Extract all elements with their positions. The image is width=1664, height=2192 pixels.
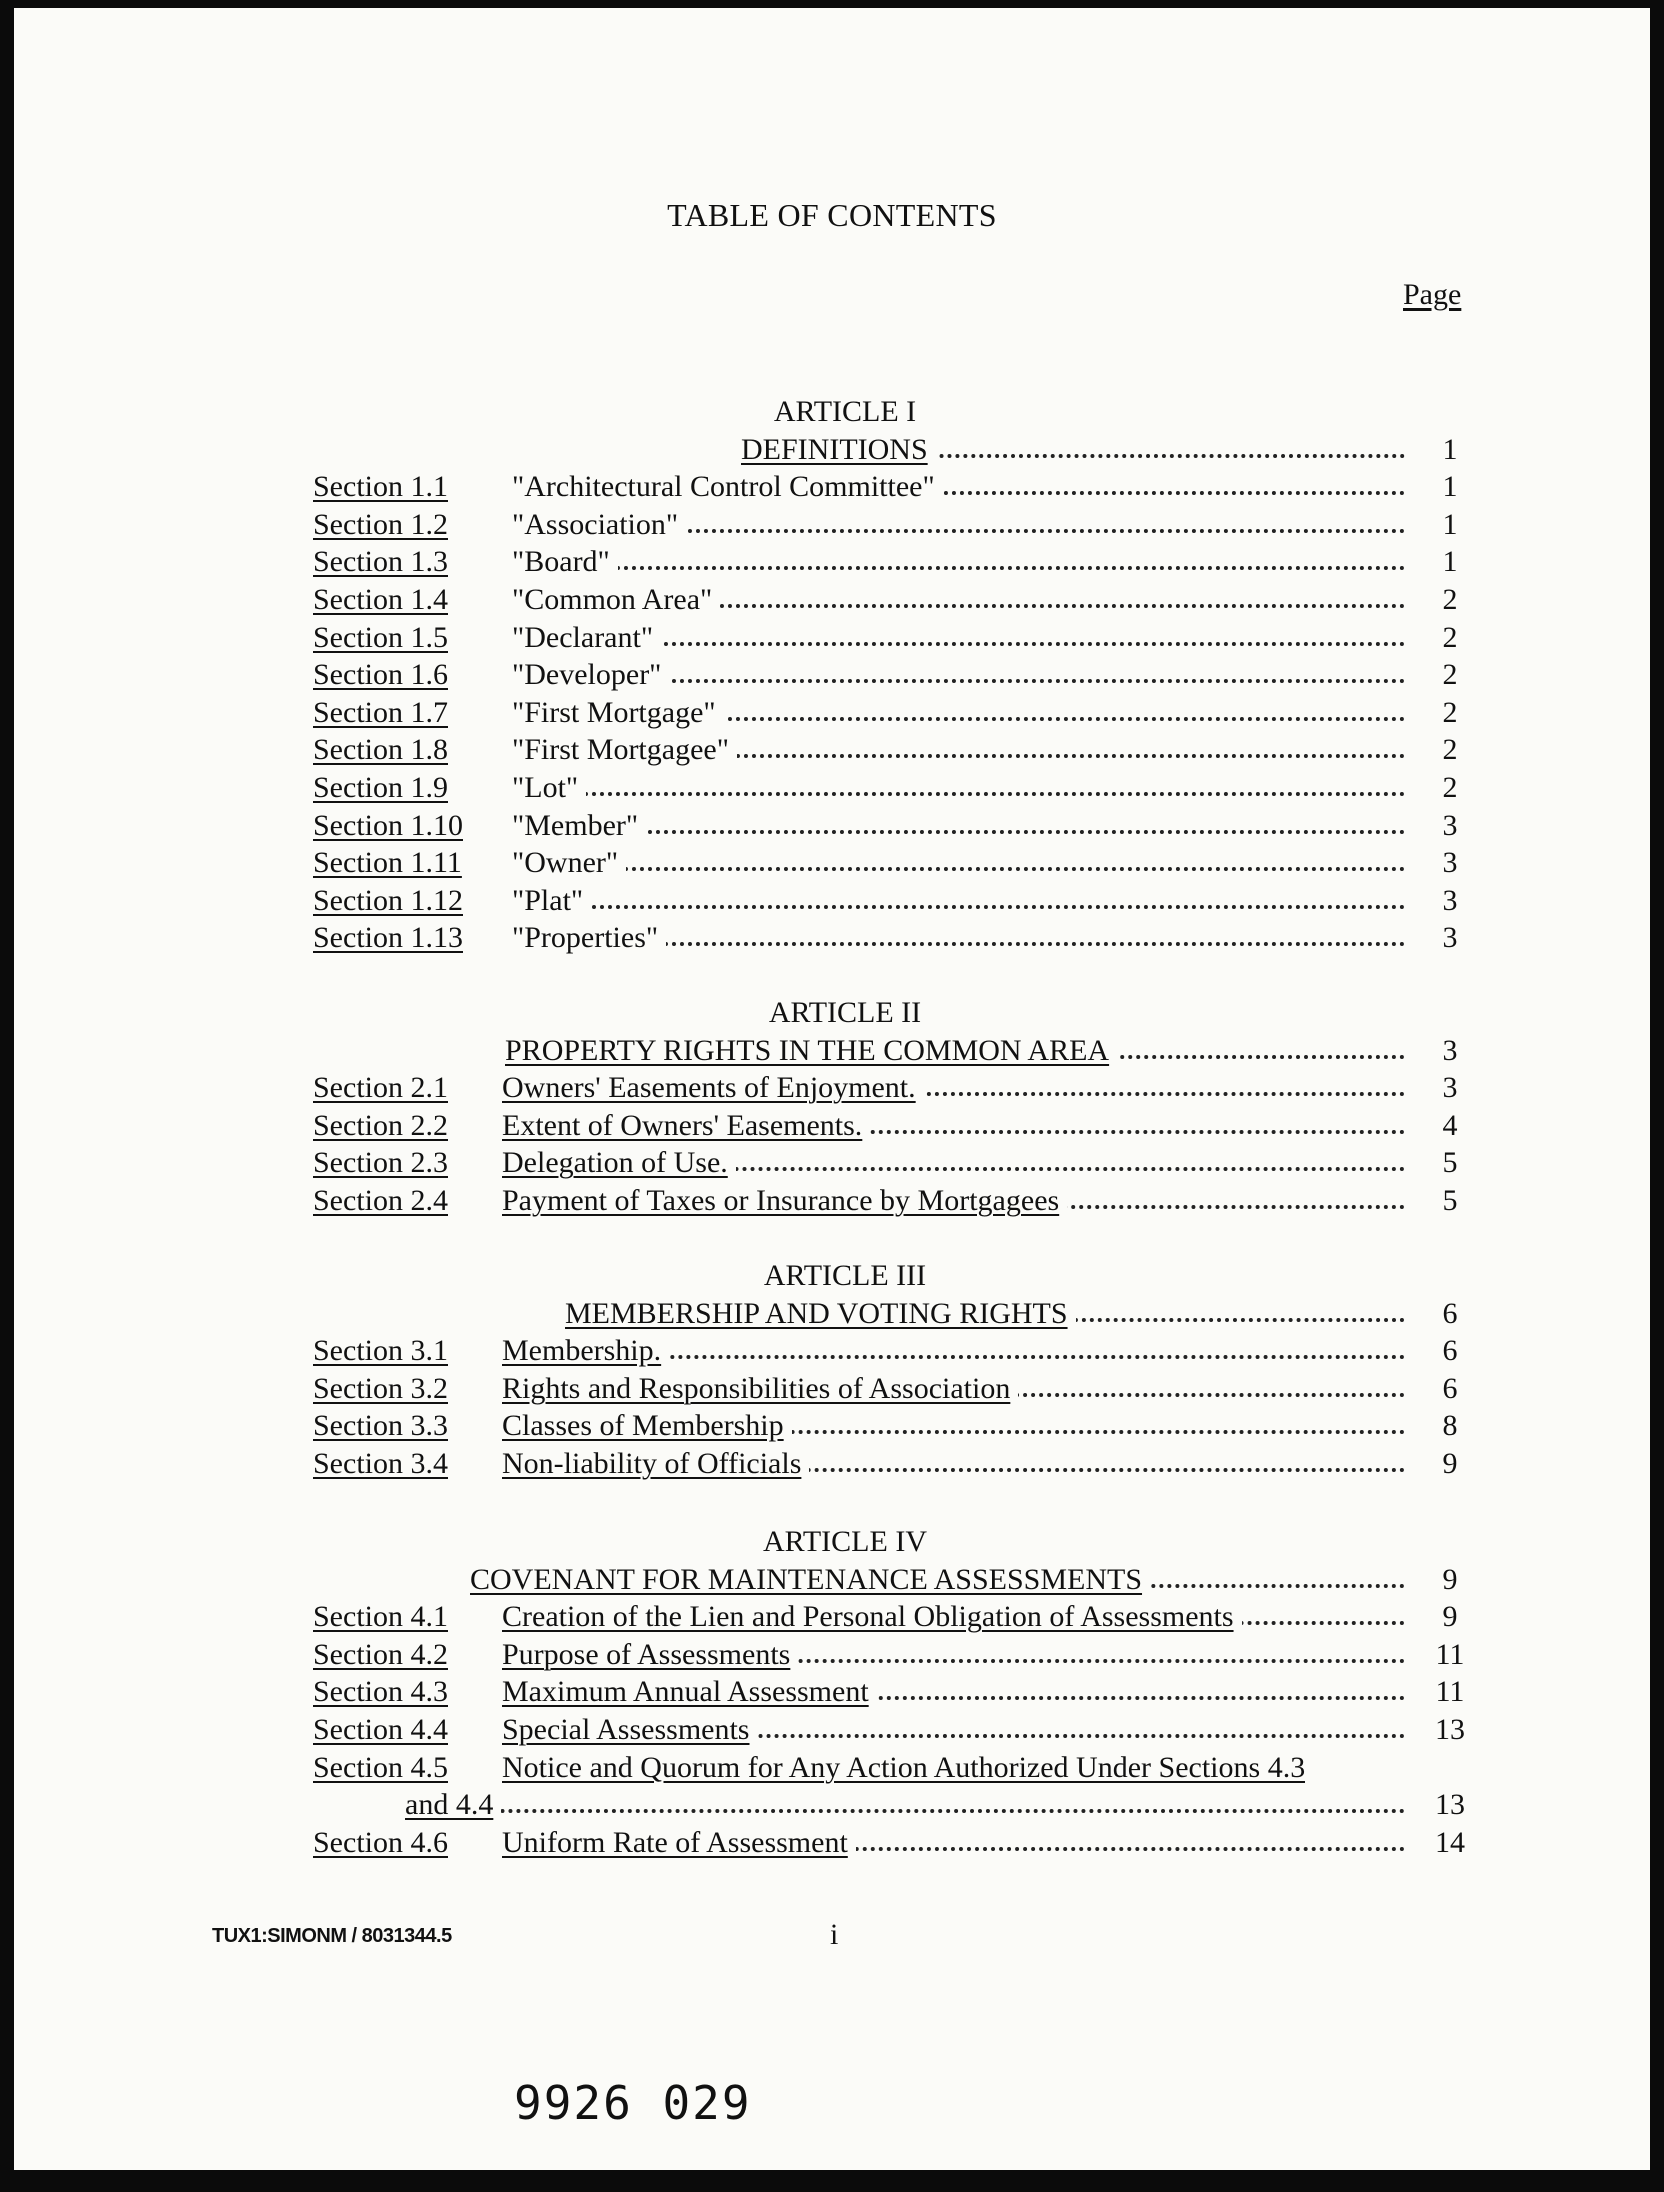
- article-label: ARTICLE IV: [762, 1525, 927, 1558]
- entry-title: DEFINITIONS: [741, 433, 936, 466]
- entry-title: "Plat": [512, 884, 591, 917]
- entry-title-leader: [502, 1146, 1405, 1180]
- entry-title-leader: [470, 1563, 1405, 1597]
- section-number: Section 1.8: [313, 733, 448, 767]
- entry-title-leader: [505, 1034, 1405, 1068]
- document-code: TUX1:SIMONM / 8031344.5: [212, 1925, 452, 1947]
- toc-row: [0, 921, 1664, 959]
- toc-row: [0, 621, 1664, 659]
- page-number: 3: [1442, 883, 1458, 917]
- entry-title-leader: [512, 696, 1405, 730]
- entry-title: "Properties": [512, 921, 666, 954]
- entry-title: Membership.: [502, 1334, 669, 1367]
- entry-title-leader: [502, 1334, 1405, 1368]
- section-number: Section 3.2: [313, 1371, 448, 1405]
- section-number: Section 4.4: [313, 1713, 448, 1746]
- dot-leader: [405, 1809, 1405, 1813]
- entry-title: Non-liability of Officials: [502, 1447, 809, 1480]
- toc-row: [0, 733, 1664, 771]
- entry-title-leader: [502, 1826, 1405, 1860]
- toc-row: [0, 1675, 1664, 1713]
- section-number: Section 2.3: [313, 1146, 448, 1180]
- entry-title-leader: [512, 733, 1405, 767]
- section-number: Section 1.10: [313, 808, 463, 842]
- toc-row: [0, 583, 1664, 621]
- page-number: 13: [1435, 1788, 1465, 1822]
- toc-row: [0, 658, 1664, 696]
- page-number: 2: [1442, 695, 1458, 729]
- document-title: TABLE OF CONTENTS: [667, 197, 997, 233]
- entry-title-leader: [502, 1600, 1405, 1634]
- article-label: ARTICLE III: [763, 1259, 927, 1292]
- entry-title-leader: [741, 433, 1405, 467]
- toc-row: [0, 809, 1664, 847]
- page-number: 2: [1442, 658, 1458, 692]
- section-number: Section 1.12: [313, 883, 463, 917]
- dot-leader: [512, 566, 1405, 570]
- page-number: 3: [1442, 921, 1458, 955]
- section-number: Section 4.2: [313, 1637, 448, 1671]
- section-number: Section 1.6: [313, 658, 448, 692]
- page-number: 9: [1442, 1447, 1458, 1480]
- entry-title-leader: [502, 1638, 1405, 1672]
- entry-title-leader: [512, 884, 1405, 918]
- page-number: 3: [1442, 1071, 1458, 1105]
- page-number: 1: [1442, 432, 1458, 466]
- section-number: Section 4.5: [313, 1750, 448, 1784]
- page-number: 2: [1442, 771, 1458, 804]
- entry-title: Rights and Responsibilities of Association: [502, 1372, 1018, 1405]
- footer-page-number: i: [830, 1918, 839, 1951]
- entry-title: "First Mortgage": [512, 696, 724, 729]
- toc-row: [0, 545, 1664, 583]
- section-number: Section 3.4: [313, 1447, 448, 1480]
- dot-leader: [512, 792, 1405, 796]
- section-number: Section 3.1: [313, 1334, 448, 1368]
- section-number: Section 3.3: [313, 1409, 448, 1443]
- entry-title-leader: [512, 621, 1405, 655]
- toc-row: [0, 1372, 1664, 1410]
- page-number: 1: [1442, 470, 1458, 504]
- entry-title-leader: [502, 1409, 1405, 1443]
- section-number: Section 1.5: [313, 620, 448, 654]
- article-label: ARTICLE II: [768, 996, 922, 1029]
- entry-title: Special Assessments: [502, 1713, 758, 1746]
- toc-row: [0, 508, 1664, 546]
- toc-row: [0, 771, 1664, 809]
- entry-title: "Declarant": [512, 621, 661, 654]
- entry-title: "Architectural Control Committee": [512, 470, 943, 503]
- page-number: 3: [1442, 1033, 1458, 1067]
- entry-title: Owners' Easements of Enjoyment.: [502, 1071, 924, 1104]
- entry-title-leader: [512, 658, 1405, 692]
- article-heading-row: [0, 433, 1664, 471]
- section-number: Section 4.1: [313, 1600, 448, 1634]
- section-number: Section 1.9: [313, 771, 448, 804]
- page-number: 9: [1442, 1562, 1458, 1596]
- entry-title: Creation of the Lien and Personal Obligation of Assessments: [502, 1600, 1242, 1633]
- section-number: Section 4.6: [313, 1825, 448, 1859]
- toc-row: [0, 1826, 1664, 1864]
- entry-title: and 4.4: [405, 1788, 501, 1821]
- entry-title: "First Mortgagee": [512, 733, 737, 766]
- page-number: 2: [1442, 620, 1458, 654]
- section-number: Section 1.13: [313, 921, 463, 955]
- section-number: Section 4.3: [313, 1675, 448, 1709]
- toc-row: [0, 1713, 1664, 1751]
- page-number: 1: [1442, 545, 1458, 579]
- entry-title: Extent of Owners' Easements.: [502, 1109, 870, 1142]
- entry-title-leader: [512, 771, 1405, 805]
- page-number: 8: [1442, 1409, 1458, 1443]
- page-number: 11: [1435, 1637, 1465, 1671]
- entry-title-leader: [512, 583, 1405, 617]
- toc-row: [0, 1109, 1664, 1147]
- entry-title-leader: [502, 1109, 1405, 1143]
- entry-title: "Common Area": [512, 583, 720, 616]
- article-heading-row: [0, 1034, 1664, 1072]
- page-number: 5: [1442, 1184, 1458, 1217]
- page-number: 9: [1442, 1600, 1458, 1634]
- section-number: Section 2.4: [313, 1184, 448, 1217]
- entry-title: PROPERTY RIGHTS IN THE COMMON AREA: [505, 1034, 1117, 1067]
- entry-title: "Lot": [512, 771, 586, 804]
- bates-number: 9926 029: [514, 2076, 752, 2130]
- page-number: 6: [1442, 1334, 1458, 1368]
- page-number: 3: [1442, 846, 1458, 880]
- toc-row: [0, 1409, 1664, 1447]
- article-heading-row: [0, 1297, 1664, 1335]
- section-number: Section 2.2: [313, 1108, 448, 1142]
- toc-row: [0, 696, 1664, 734]
- page-number: 6: [1442, 1371, 1458, 1405]
- toc-row: [0, 884, 1664, 922]
- toc-row: [0, 1146, 1664, 1184]
- section-number: Section 1.3: [313, 545, 448, 579]
- entry-title: Delegation of Use.: [502, 1146, 736, 1179]
- section-number: Section 1.11: [313, 846, 462, 880]
- entry-title: Maximum Annual Assessment: [502, 1675, 877, 1708]
- page-number: 3: [1442, 808, 1458, 842]
- entry-title-leader: [502, 1372, 1405, 1406]
- entry-title: Uniform Rate of Assessment: [502, 1826, 856, 1859]
- section-number: Section 1.2: [313, 507, 448, 541]
- entry-title-leader: [502, 1447, 1405, 1481]
- entry-title-leader: [565, 1297, 1405, 1331]
- toc-row: [0, 1638, 1664, 1676]
- entry-title: Classes of Membership: [502, 1409, 792, 1442]
- page-column-header: Page: [1403, 278, 1462, 311]
- entry-title: Notice and Quorum for Any Action Authorized Under Sections 4.3: [502, 1750, 1306, 1784]
- entry-title: COVENANT FOR MAINTENANCE ASSESSMENTS: [470, 1563, 1150, 1596]
- page-number: 6: [1442, 1296, 1458, 1330]
- article-heading-row: [0, 1563, 1664, 1601]
- entry-title-leader: [512, 921, 1405, 955]
- entry-title-leader: [405, 1788, 1405, 1822]
- section-number: Section 1.7: [313, 695, 448, 729]
- entry-title: "Member": [512, 809, 646, 842]
- entry-title: Purpose of Assessments: [502, 1638, 798, 1671]
- dot-leader: [512, 867, 1405, 871]
- toc-row: [0, 1600, 1664, 1638]
- entry-title: "Board": [512, 545, 618, 578]
- entry-title-leader: [512, 470, 1405, 504]
- page-number: 2: [1442, 583, 1458, 616]
- page-number: 2: [1442, 733, 1458, 767]
- entry-title: "Developer": [512, 658, 669, 691]
- section-number: Section 1.4: [313, 583, 448, 616]
- entry-title: Payment of Taxes or Insurance by Mortgagees: [502, 1184, 1067, 1217]
- page-number: 13: [1435, 1713, 1465, 1746]
- entry-title: "Owner": [512, 846, 626, 879]
- toc-row: [0, 1447, 1664, 1485]
- entry-title-leader: [502, 1184, 1405, 1218]
- toc-row-continuation: [0, 1788, 1664, 1826]
- entry-title-leader: [512, 508, 1405, 542]
- section-number: Section 2.1: [313, 1071, 448, 1105]
- page-number: 4: [1442, 1108, 1458, 1142]
- entry-title-leader: [512, 846, 1405, 880]
- toc-row: [0, 1334, 1664, 1372]
- toc-row: [0, 1184, 1664, 1222]
- page-number: 14: [1435, 1825, 1465, 1859]
- toc-row: [0, 470, 1664, 508]
- section-number: Section 1.1: [313, 470, 448, 504]
- page-number: 1: [1442, 507, 1458, 541]
- entry-title-leader: [502, 1713, 1405, 1747]
- entry-title: "Association": [512, 508, 686, 541]
- page-number: 5: [1442, 1146, 1458, 1180]
- dot-leader: [512, 905, 1405, 909]
- page-number: 11: [1435, 1675, 1465, 1709]
- article-label: ARTICLE I: [773, 395, 917, 428]
- entry-title-leader: [512, 809, 1405, 843]
- toc-row: [0, 846, 1664, 884]
- entry-title-leader: [502, 1071, 1405, 1105]
- entry-title-leader: [512, 545, 1405, 579]
- entry-title: MEMBERSHIP AND VOTING RIGHTS: [565, 1297, 1076, 1330]
- toc-row: [0, 1071, 1664, 1109]
- entry-title-leader: [502, 1675, 1405, 1709]
- toc-row: [0, 1751, 1664, 1789]
